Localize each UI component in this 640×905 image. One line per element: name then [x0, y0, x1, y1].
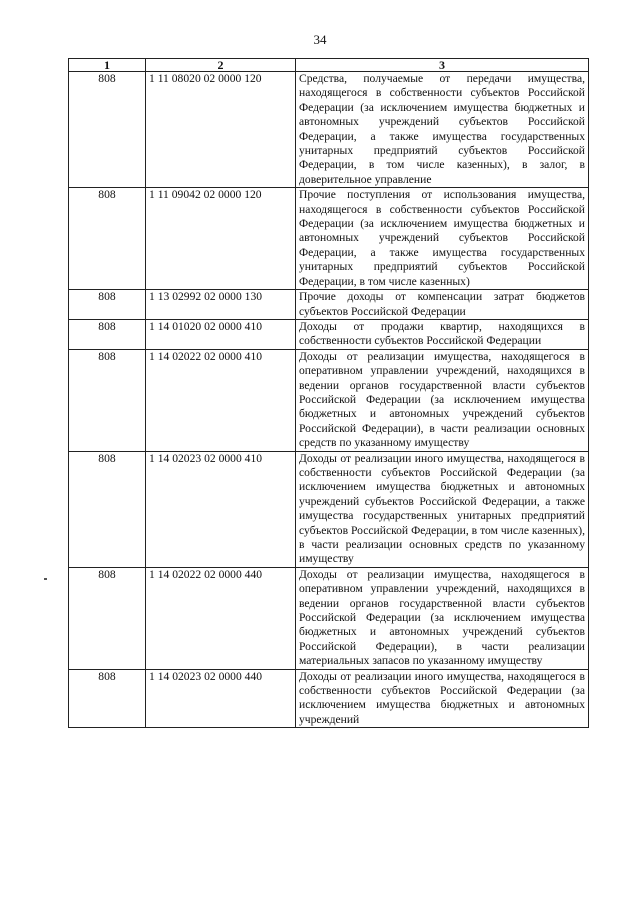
table-row: [69, 349, 589, 451]
column-header-1: 1: [69, 59, 146, 72]
revenue-name-cell: Средства, получаемые от передачи имущества, находящегося в собственности субъектов Российской Федерации (за исключением имущества бюджетных и автономных учреждений субъектов Российской Федерации, а также имущества государственных унитарных предприятий субъектов Российской Федерации, в том числе казенных), в залог, в доверительное управление: [296, 72, 589, 188]
revenue-code-cell: 1 11 08020 02 0000 120: [146, 72, 296, 188]
revenue-codes-table: [68, 58, 589, 728]
table-row: [69, 669, 589, 728]
revenue-code-cell: 1 14 02023 02 0000 440: [146, 669, 296, 728]
admin-code-cell: 808: [69, 349, 146, 451]
revenue-code-cell: 1 14 02022 02 0000 440: [146, 567, 296, 669]
revenue-code-cell: 1 14 02022 02 0000 410: [146, 349, 296, 451]
table-row: [69, 72, 589, 188]
revenue-name-cell: Доходы от продажи квартир, находящихся в собственности субъектов Российской Федерации: [296, 319, 589, 349]
table-row: [69, 188, 589, 290]
table-header: [69, 59, 589, 72]
admin-code-cell: 808: [69, 451, 146, 567]
admin-code-cell: 808: [69, 669, 146, 728]
revenue-name-cell: Доходы от реализации иного имущества, находящегося в собственности субъектов Российской Федерации (за исключением имущества бюджетных и автономных учреждений: [296, 669, 589, 728]
revenue-name-cell: Доходы от реализации имущества, находящегося в оперативном управлении учреждений, находящихся в ведении органов государственной власти субъектов Российской Федерации (за исключением имущества бюджетных и автономных учреждений субъектов Российской Федерации), в части реализации материальных запасов по указанному имуществу: [296, 567, 589, 669]
revenue-code-cell: 1 13 02992 02 0000 130: [146, 290, 296, 320]
admin-code-cell: 808: [69, 567, 146, 669]
revenue-name-cell: Доходы от реализации имущества, находящегося в оперативном управлении учреждений, находящихся в ведении органов государственной власти субъектов Российской Федерации (за исключением имущества бюджетных и автономных учреждений субъектов Российской Федерации), в части реализации основных средств по указанному имуществу: [296, 349, 589, 451]
table-row: [69, 567, 589, 669]
revenue-name-cell: Прочие поступления от использования имущества, находящегося в собственности субъектов Российской Федерации (за исключением имущества бюджетных и автономных учреждений субъектов Российской Федерации, а также имущества государственных унитарных предприятий субъектов Российской Федерации, в том числе казенных): [296, 188, 589, 290]
revenue-code-cell: 1 14 01020 02 0000 410: [146, 319, 296, 349]
table-row: [69, 451, 589, 567]
table-row: [69, 290, 589, 320]
admin-code-cell: 808: [69, 319, 146, 349]
header-row: [69, 59, 589, 72]
revenue-code-cell: 1 14 02023 02 0000 410: [146, 451, 296, 567]
scan-artifact-dot: [44, 578, 47, 580]
revenue-code-cell: 1 11 09042 02 0000 120: [146, 188, 296, 290]
table-body: [69, 72, 589, 728]
admin-code-cell: 808: [69, 72, 146, 188]
revenue-name-cell: Доходы от реализации иного имущества, находящегося в собственности субъектов Российской Федерации (за исключением имущества бюджетных и автономных учреждений субъектов Российской Федерации, а также имущества государственных унитарных предприятий субъектов Российской Федерации, в том числе казенных), в части реализации основных средств по указанному имуществу: [296, 451, 589, 567]
page-number: 34: [313, 32, 327, 47]
table-row: [69, 319, 589, 349]
column-header-3: 3: [296, 59, 589, 72]
admin-code-cell: 808: [69, 290, 146, 320]
revenue-name-cell: Прочие доходы от компенсации затрат бюджетов субъектов Российской Федерации: [296, 290, 589, 320]
admin-code-cell: 808: [69, 188, 146, 290]
column-header-2: 2: [146, 59, 296, 72]
